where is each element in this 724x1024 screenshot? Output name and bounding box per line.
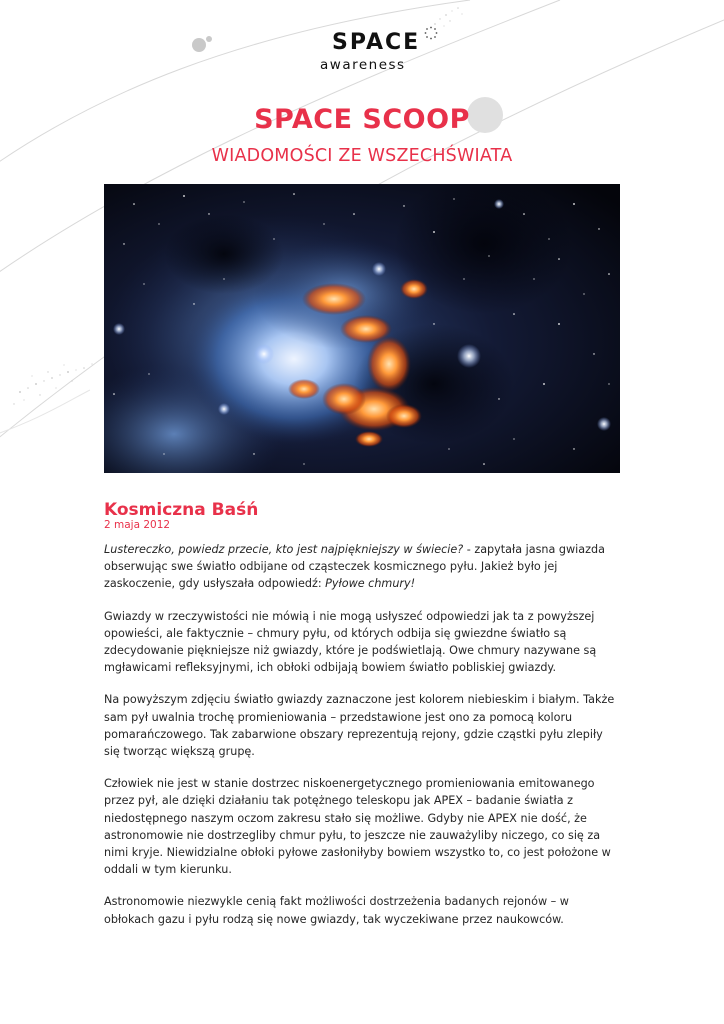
intro-quote: Lustereczko, powiedz przecie, kto jest najpiękniejszy w świecie?: [104, 543, 464, 556]
article-body: [104, 541, 616, 943]
paragraph-3: Na powyższym zdjęciu światło gwiazdy zaznaczone jest kolorem niebieskim i białym. Także sam pył uwalnia trochę promieniowania – przedstawione jest ono za pomocą koloru pomarańczowego. Tak zabarwione obszary reprezentują rejony, gdzie cząstki pyłu zlepiły się tworząc większą grupę.: [104, 693, 615, 759]
article-title: Kosmiczna Baśń: [104, 500, 259, 520]
paragraph-2: Gwiazdy w rzeczywistości nie mówią i nie mogą usłyszeć odpowiedzi jak ta z powyższej opowieści, ale faktycznie – chmury pyłu, od których odbija się gwiezdne światło są zdecydowanie piękniejsze niż gwiazdy, które je podświetlają. Owe chmury nazywane są mgławicami refleksyjnymi, ich obłoki odbijają bowiem światło pobliskiej gwiazdy.: [104, 609, 597, 675]
page-title: SPACE SCOOP: [254, 104, 470, 135]
intro-answer: Pyłowe chmury!: [325, 577, 416, 591]
article-date: 2 maja 2012: [104, 519, 171, 531]
logo-orbit-dots-icon: [424, 26, 438, 40]
intro-text: - zapytała jasna gwiazda obserwując swe światło odbijane od cząsteczek kosmicznego pyłu. Jakież było jej zaskoczenie, gdy usłyszała odpowiedź:: [104, 543, 605, 591]
paragraph-5: Astronomowie niezwykle cenią fakt możliwości dostrzeżenia badanych rejonów – w obłokach gazu i pyłu rodzą się nowe gwiazdy, tak wyczekiwane przez naukowców.: [104, 895, 569, 926]
paragraph-1: [104, 541, 616, 593]
planet-dot: [192, 38, 206, 52]
page-subtitle: WIADOMOŚCI ZE WSZECHŚWIATA: [211, 146, 513, 166]
space-awareness-logo: [320, 30, 430, 80]
paragraph-4: Człowiek nie jest w stanie dostrzec niskoenergetycznego promieniowania emitowanego przez pył, ale dzięki działaniu tak potężnego teleskopu jak APEX – badanie światła z niedostępnego naszym oczom zakresu stało się możliwe. Gdyby nie APEX nie dość, że astronomowie nie dostrzegliby chmur pyłu, to jeszcze nie zauważyliby niczego, co się za nimi kryje. Niewidzialne obłoki pyłowe zasłoniłyby bowiem wszystko to, co jest położone w oddali w tym kierunku.: [104, 777, 611, 877]
logo-awareness-text: awareness: [320, 57, 406, 73]
planet-dot: [206, 36, 212, 42]
nebula-image: [104, 184, 620, 473]
logo-space-text: SPACE: [332, 30, 421, 55]
